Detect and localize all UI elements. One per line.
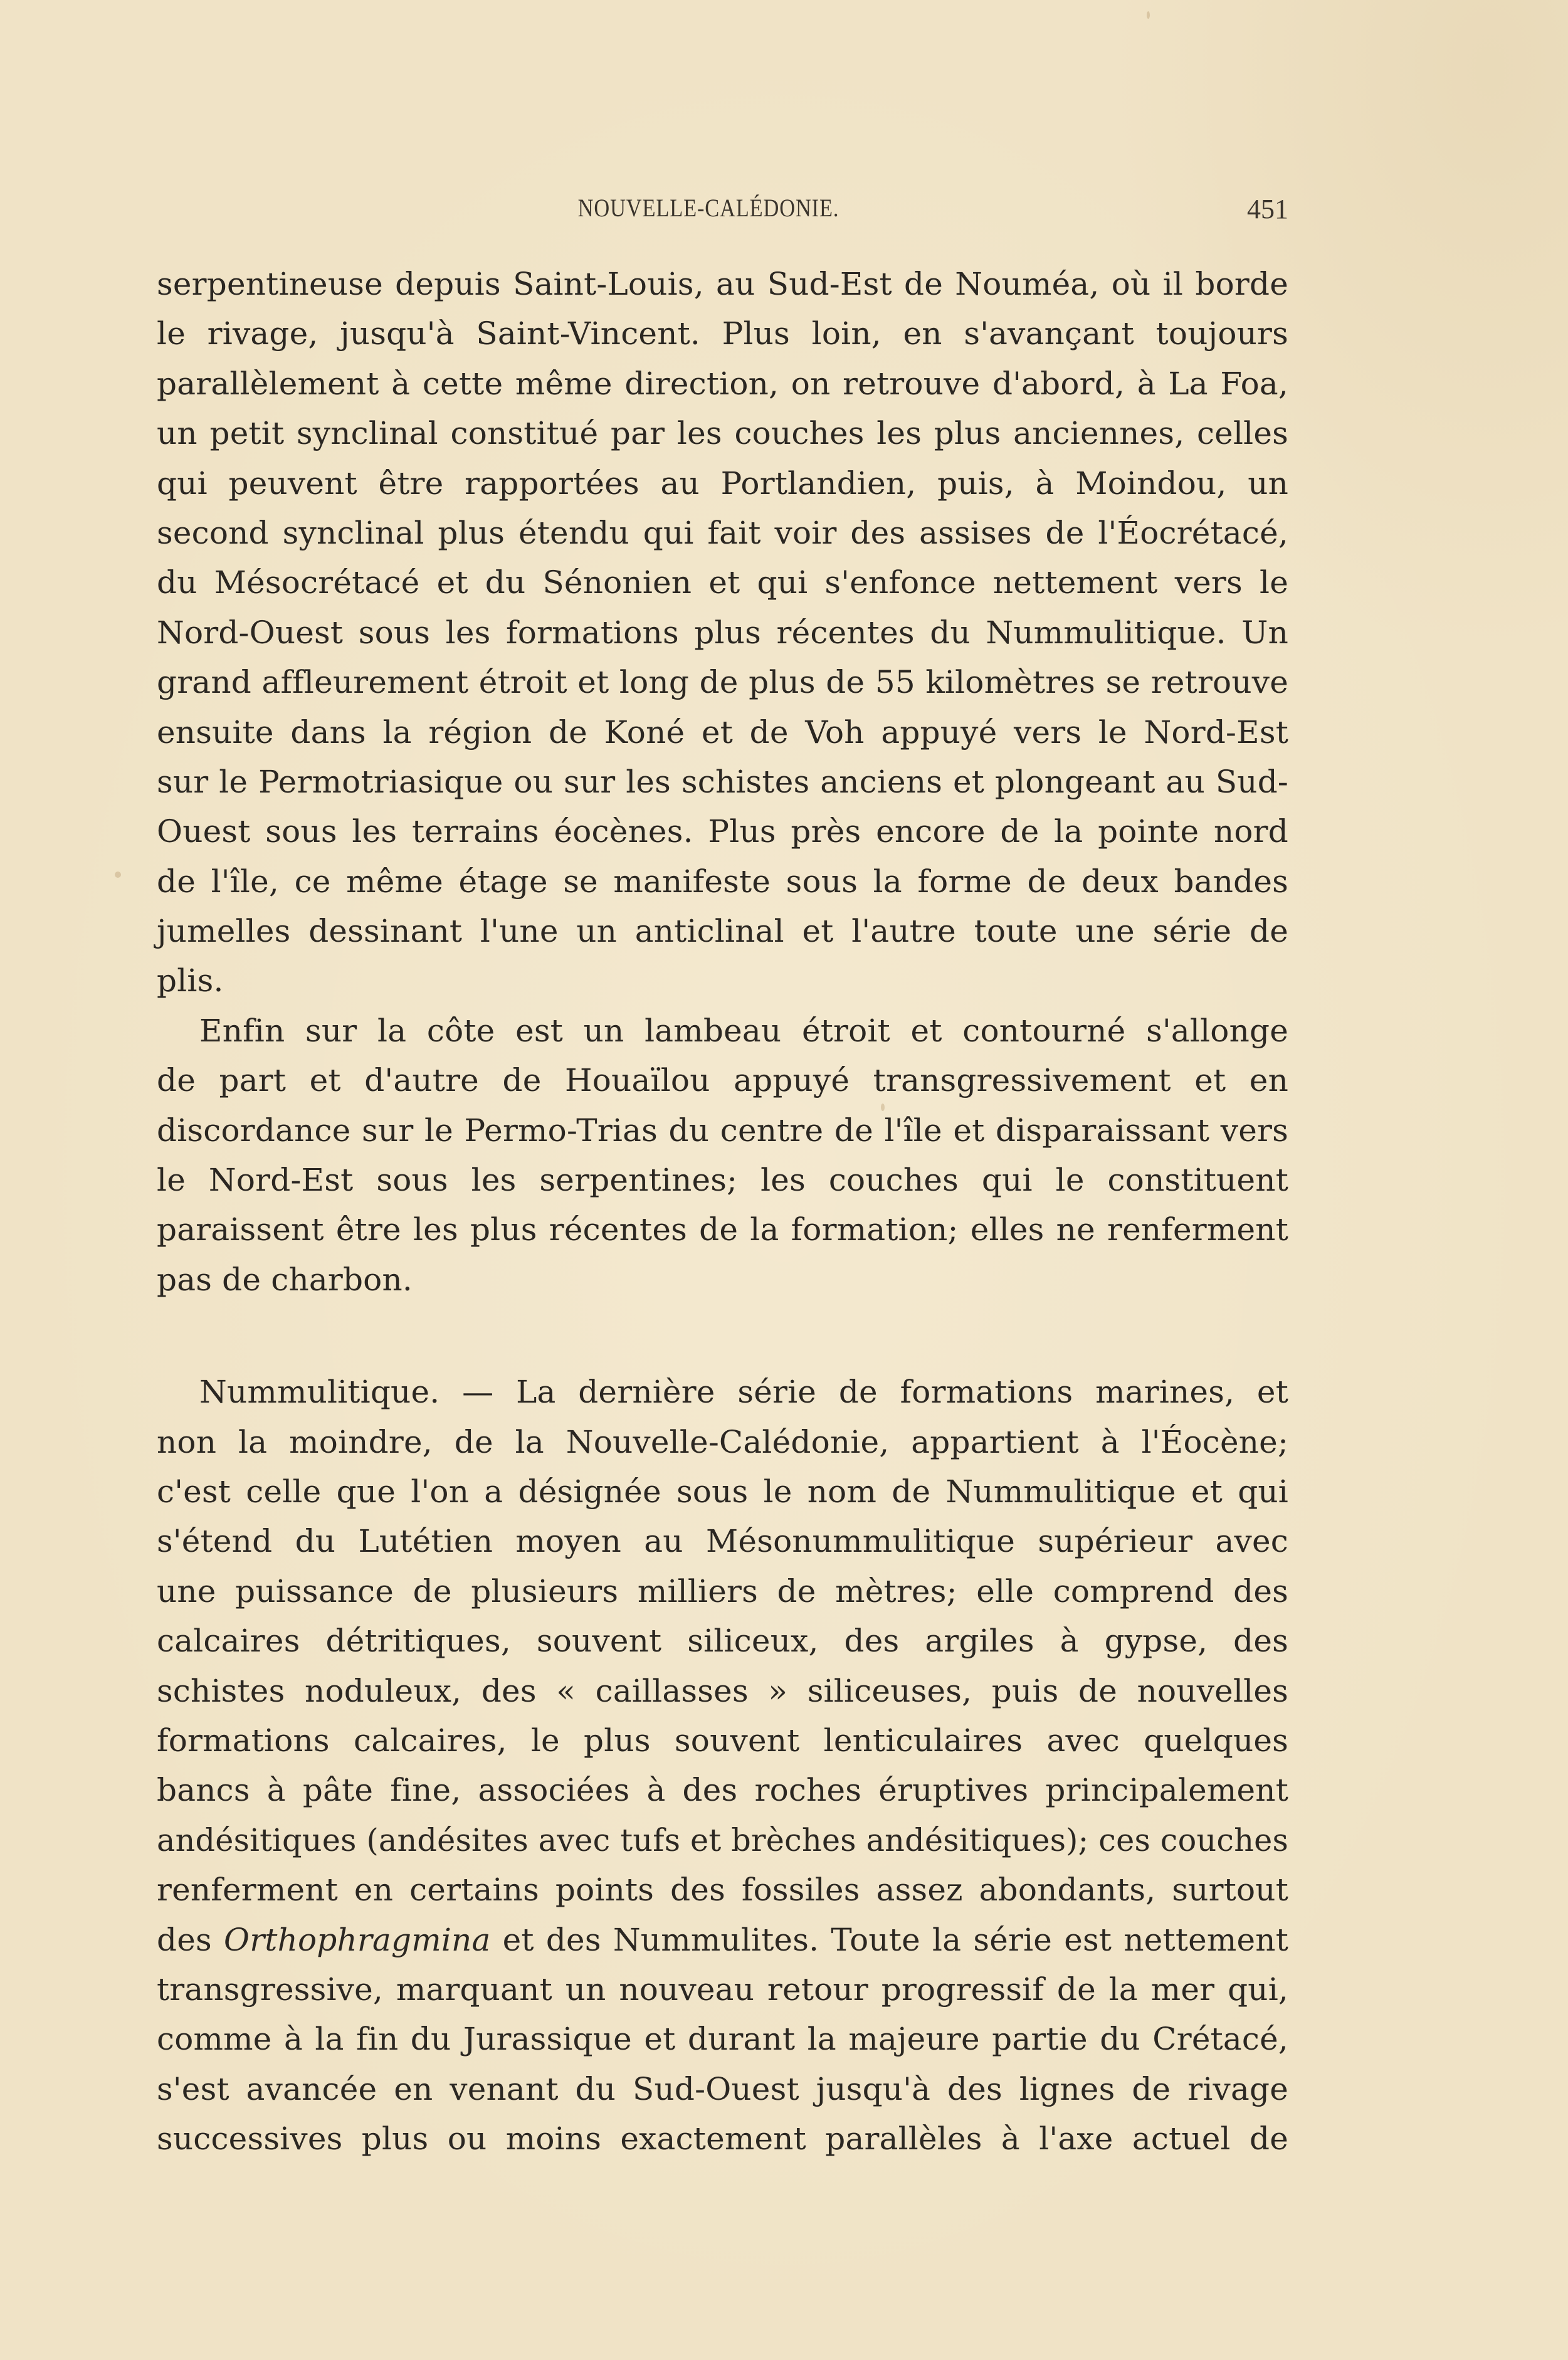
heading-dash: —	[439, 1374, 517, 1411]
genus-name-italic: Orthophragmina	[224, 1921, 491, 1958]
text-line: une puissance de plusieurs milliers de mètres; elle comprend des	[157, 1572, 1288, 1609]
text-line: du Mésocrétacé et du Sénonien et qui s'enfonce nettement vers le	[157, 564, 1288, 601]
text-line: plis.	[157, 962, 224, 999]
text-line: formations calcaires, le plus souvent lenticulaires avec quelques	[157, 1722, 1288, 1759]
text-line: schistes noduleux, des « caillasses » siliceuses, puis de nouvelles	[157, 1672, 1288, 1709]
section-first-line-text: La dernière série de formations marines, et	[516, 1374, 1289, 1411]
text-line: un petit synclinal constitué par les couches les plus anciennes, celles	[157, 415, 1288, 452]
paragraph	[157, 260, 1288, 1006]
body-text	[157, 260, 1288, 2164]
section-gap	[157, 1305, 1288, 1367]
text-line: qui peuvent être rapportées au Portlandien, puis, à Moindou, un	[157, 465, 1288, 502]
paper-speck	[115, 872, 121, 878]
text-line: paraissent être les plus récentes de la formation; elles ne renferment	[157, 1211, 1288, 1248]
text-line: pas de charbon.	[157, 1261, 413, 1298]
text-line: serpentineuse depuis Saint-Louis, au Sud-Est de Nouméa, où il borde	[157, 266, 1288, 302]
text-line: comme à la fin du Jurassique et durant la majeure partie du Crétacé,	[157, 2021, 1288, 2058]
paper-speck	[1147, 11, 1150, 19]
text-fragment: et des Nummulites. Toute la série est nettement	[490, 1921, 1289, 1958]
text-line: Enfin sur la côte est un lambeau étroit et contourné s'allonge	[199, 1012, 1288, 1049]
text-line: bancs à pâte fine, associées à des roches éruptives principalement	[157, 1772, 1288, 1809]
running-header	[157, 193, 1288, 231]
text-line: sur le Permotriasique ou sur les schistes anciens et plongeant au Sud-	[157, 763, 1288, 800]
text-line: non la moindre, de la Nouvelle-Calédonie, appartient à l'Éocène;	[157, 1423, 1288, 1460]
text-line: calcaires détritiques, souvent siliceux, des argiles à gypse, des	[157, 1623, 1288, 1660]
text-line: andésitiques (andésites avec tufs et brèches andésitiques); ces couches	[157, 1821, 1288, 1858]
text-line: de part et d'autre de Houaïlou appuyé transgressivement et en	[157, 1062, 1288, 1099]
paper-speck	[881, 1104, 885, 1111]
text-line: parallèlement à cette même direction, on retrouve d'abord, à La Foa,	[157, 365, 1288, 402]
text-line: successives plus ou moins exactement parallèles à l'axe actuel de	[157, 2120, 1288, 2157]
section-first-line	[157, 1367, 1288, 1417]
text-line: s'étend du Lutétien moyen au Mésonummulitique supérieur avec	[157, 1523, 1288, 1560]
text-line: jumelles dessinant l'une un anticlinal et l'autre toute une série de	[157, 913, 1288, 950]
text-line: grand affleurement étroit et long de plus de 55 kilomètres se retrouve	[157, 664, 1288, 701]
text-line: s'est avancée en venant du Sud-Ouest jusqu'à des lignes de rivage	[157, 2070, 1288, 2107]
paragraph	[157, 1006, 1288, 1305]
text-line: le rivage, jusqu'à Saint-Vincent. Plus loin, en s'avançant toujours	[157, 315, 1288, 352]
text-line: Ouest sous les terrains éocènes. Plus près encore de la pointe nord	[157, 813, 1288, 850]
running-title: NOUVELLE-CALÉDONIE.	[577, 194, 839, 222]
section-nummulitique	[157, 1367, 1288, 2164]
text-line: renferment en certains points des fossiles assez abondants, surtout	[157, 1872, 1288, 1909]
text-line: de l'île, ce même étage se manifeste sous la forme de deux bandes	[157, 863, 1288, 900]
text-line: le Nord-Est sous les serpentines; les couches qui le constituent	[157, 1162, 1288, 1199]
text-line: Nord-Ouest sous les formations plus récentes du Nummulitique. Un	[157, 614, 1288, 651]
page-number: 451	[1247, 194, 1288, 224]
section-heading: Nummulitique.	[199, 1374, 440, 1411]
text-line: second synclinal plus étendu qui fait voir des assises de l'Éocrétacé,	[157, 514, 1288, 551]
text-line: transgressive, marquant un nouveau retour progressif de la mer qui,	[157, 1971, 1288, 2008]
text-line: ensuite dans la région de Koné et de Voh appuyé vers le Nord-Est	[157, 714, 1288, 751]
text-line-with-italic	[157, 1915, 1288, 1965]
text-line: discordance sur le Permo-Trias du centre de l'île et disparaissant vers	[157, 1112, 1288, 1149]
text-line: c'est celle que l'on a désignée sous le nom de Nummulitique et qui	[157, 1473, 1288, 1510]
text-fragment: des	[157, 1921, 224, 1958]
